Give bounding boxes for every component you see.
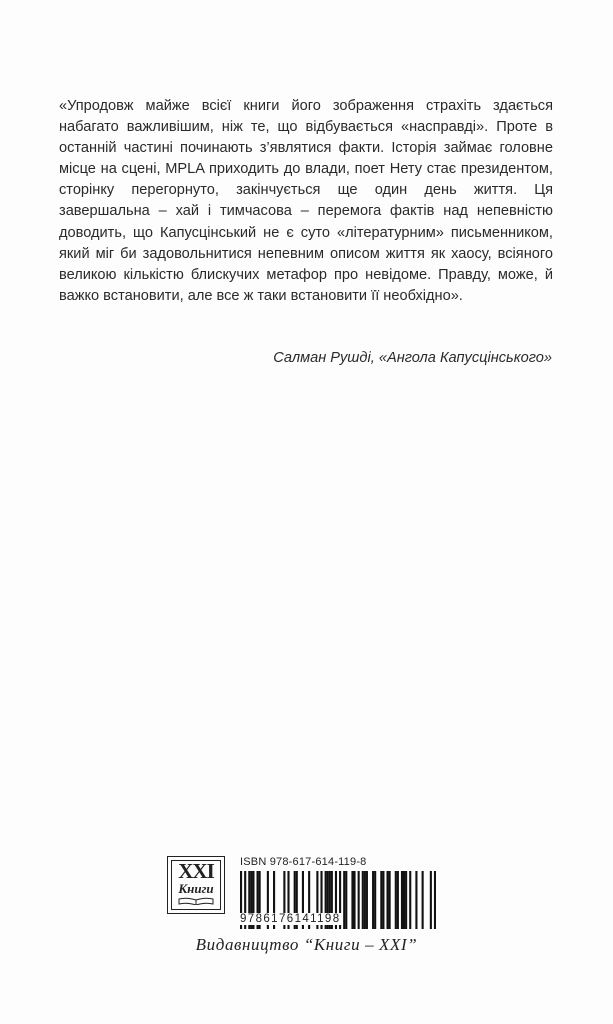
barcode-bar bbox=[434, 871, 436, 929]
barcode-bar bbox=[362, 871, 364, 929]
barcode-digits: 9786176141198 bbox=[240, 913, 341, 925]
barcode-bar bbox=[405, 871, 407, 929]
barcode-bar bbox=[403, 871, 405, 929]
barcode-bar bbox=[351, 871, 353, 929]
barcode-bar bbox=[409, 871, 411, 929]
barcode-bar bbox=[358, 871, 360, 929]
barcode-bar bbox=[372, 871, 374, 929]
barcode-bar bbox=[345, 871, 347, 929]
blurb-quote bbox=[59, 96, 553, 307]
barcode-bar bbox=[397, 871, 399, 929]
barcode-bar bbox=[364, 871, 366, 929]
barcode-bar bbox=[343, 871, 345, 929]
publisher-name: Видавництво “Книги – XXI” bbox=[195, 935, 418, 954]
open-book-icon bbox=[178, 897, 214, 905]
logo-word: Книги bbox=[178, 881, 214, 896]
logo-roman-numeral: XXI bbox=[178, 859, 214, 883]
isbn-label: ISBN 978-617-614-119-8 bbox=[240, 856, 367, 868]
barcode-bar bbox=[401, 871, 403, 929]
blurb-text: «Упродовж майже всієї книги його зображення страхіть здається набагато важливішим, ніж те, що відбувається «насправді». Проте в останній частині починають з’являтися факти. Історія займає головне місце на сцені, MPLA приходить до влади, поет Нету стає президентом, сторінку перегорнуто, закінчується ще один день життя. Ця завершальна – хай і тимчасова – перемога фактів над непевністю доводить, що Капусцінський не є суто «літературним» письменником, який міг би задовольнитися непевним описом життя як хаосу, всіяного великою кількістю блискучих метафор про невідоме. Правду, може, й важко встановити, але все ж таки встановити її необхідно». bbox=[59, 98, 553, 304]
barcode-bar bbox=[389, 871, 391, 929]
quote-attribution: Салман Рушді, «Ангола Капусцінського» bbox=[273, 350, 552, 366]
barcode-bar bbox=[382, 871, 384, 929]
barcode-bar bbox=[386, 871, 388, 929]
barcode-bar bbox=[395, 871, 397, 929]
barcode-bar bbox=[366, 871, 368, 929]
publisher-logo bbox=[167, 856, 225, 914]
barcode-bar bbox=[430, 871, 432, 929]
barcode-bar bbox=[422, 871, 424, 929]
barcode-bar bbox=[374, 871, 376, 929]
barcode-bar bbox=[353, 871, 355, 929]
barcode-bar bbox=[380, 871, 382, 929]
barcode-bar bbox=[415, 871, 417, 929]
